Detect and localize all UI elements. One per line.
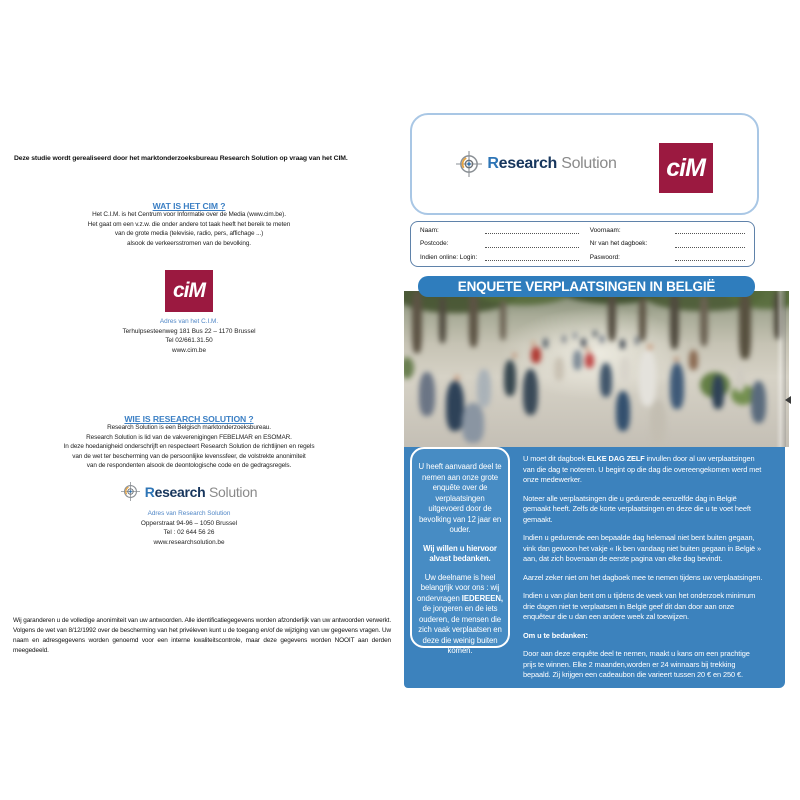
page-curl-notch bbox=[785, 396, 791, 404]
survey-title-banner: ENQUETE VERPLAATSINGEN IN BELGIË bbox=[418, 276, 755, 297]
logo-letter-r: R bbox=[144, 483, 155, 500]
privacy-guarantee-text: Wij garanderen u de volledige anonimiteit van uw antwoorden. Alle identificatiegegevens worden afzonderlijk van uw antwoorden verwerkt. Volgens de wet van 8/12/1992 over de bescherming van het privéleven kunt u de toegang en/of de wijziging van uw gegevens vragen. Uw naam en adresgegevens worden genoemd voor een interne kwaliteitscontrole, maar deze gegevens worden NOOIT aan derden meegedeeld. bbox=[13, 617, 391, 654]
logo-letter-r: R bbox=[487, 155, 499, 172]
rs-address-line: Opperstraat 94-96 – 1050 Brussel bbox=[140, 519, 238, 527]
cim-logo bbox=[165, 270, 213, 312]
study-intro-text: Deze studie wordt gerealiseerd door het marktonderzoeksbureau Research Solution op vraag van het CIM. bbox=[14, 155, 348, 162]
instruction-paragraph: Indien u van plan bent om u tijdens de week van het onderzoek minimum drie dagen niet te verplaatsen in België geef dit dan door aan onze enquêteur die u dan een andere week zal toewijzen. bbox=[523, 591, 756, 622]
field-label-paswoord: Paswoord: bbox=[589, 253, 620, 261]
field-label-naam: Naam: bbox=[420, 227, 439, 234]
partner-logos-box bbox=[410, 113, 759, 215]
cim-body-line: van de grote media (televisie, radio, pers, affichage ...) bbox=[114, 230, 264, 238]
cim-logo-text: ciM bbox=[666, 154, 705, 182]
info-paragraph-bold: Wij willen u hiervoor alvast bedanken. bbox=[423, 543, 497, 564]
info-paragraph: U heeft aanvaard deel te nemen aan onze grote enquête over de verplaatsingen uitgevoerd door de bevolking van 12 jaar en ouder. bbox=[418, 462, 502, 535]
dotted-answer-line bbox=[485, 241, 579, 248]
respondent-form bbox=[410, 221, 755, 267]
rs-body-line: In deze hoedanigheid onderschrijft en respecteert Research Solution de richtlijnen en regels bbox=[63, 443, 315, 451]
cim-address-block bbox=[0, 317, 378, 355]
cim-section-body bbox=[0, 210, 378, 248]
cim-address-label: Adres van het C.I.M. bbox=[159, 318, 219, 325]
field-label-postcode: Postcode: bbox=[420, 240, 449, 248]
cim-logo bbox=[659, 143, 713, 193]
logo-solution: Solution bbox=[561, 155, 617, 172]
crosshair-icon bbox=[456, 151, 482, 177]
dotted-answer-line bbox=[485, 227, 579, 234]
cim-body-line: Het gaat om een v.z.w. die onder andere tot taak heeft het bereik te meten bbox=[87, 220, 291, 228]
field-label-voornaam: Voornaam: bbox=[589, 227, 621, 234]
crosshair-icon bbox=[121, 482, 140, 501]
logo-research-rest: esearch bbox=[498, 155, 558, 172]
reward-heading: Om u te bedanken: bbox=[523, 630, 588, 640]
field-label-login: Indien online: Login: bbox=[420, 253, 478, 261]
dotted-answer-line bbox=[675, 254, 745, 261]
rs-body-line: van de respondenten alsook de deontologische code en de gedragsregels. bbox=[86, 462, 292, 470]
form-row bbox=[420, 254, 745, 261]
thank-you-box bbox=[410, 447, 510, 656]
cim-address-line: Terhulpsesteenweg 181 Bus 22 – 1170 Brussel bbox=[122, 327, 256, 335]
dotted-answer-line bbox=[675, 227, 745, 234]
dotted-answer-line bbox=[675, 241, 745, 248]
instruction-paragraph: U moet dit dagboek ELKE DAG ZELF invullen door al uw verplaatsingen van die dag te noteren. U begint op die dag die overeengekomen werd met onze medewerker. bbox=[523, 454, 762, 485]
dotted-answer-line bbox=[485, 254, 579, 261]
rs-address-label: Adres van Research Solution bbox=[147, 510, 231, 517]
street-crowd-photo bbox=[404, 291, 789, 447]
rs-address-block bbox=[0, 509, 378, 547]
rs-body-line: van de wet ter bescherming van de persoonlijke levenssfeer, de volstrekte anonimiteit bbox=[72, 452, 306, 460]
logo-solution: Solution bbox=[209, 483, 258, 500]
instruction-paragraph: Noteer alle verplaatsingen die u gedurende eenzelfde dag in België gemaakt heeft. Zelfs de korte verplaatsingen en deze die u te voet heeft gemaakt. bbox=[523, 493, 751, 524]
reward-paragraph: Door aan deze enquête deel te nemen, maakt u kans om een prachtige prijs te winnen. Elke 2 maanden,worden er 24 winnaars bij trekking bepaald. Zij krijgen een cadeaubon die varieert tussen 20 € en 250 €. bbox=[523, 649, 750, 680]
diary-instructions bbox=[523, 454, 763, 689]
logo-research-rest: esearch bbox=[154, 483, 206, 500]
rs-body-line: Research Solution is lid van de vakverenigingen FEBELMAR en ESOMAR. bbox=[86, 433, 292, 441]
cim-body-line: alsook de verkeersstromen van de bevolking. bbox=[127, 239, 251, 247]
heading-wat-is-het-cim: WAT IS HET CIM ? bbox=[152, 201, 226, 211]
form-row bbox=[420, 240, 745, 247]
instruction-paragraph: Aarzel zeker niet om het dagboek mee te nemen tijdens uw verplaatsingen. bbox=[523, 572, 763, 582]
field-label-dagboeknummer: Nr van het dagboek: bbox=[589, 240, 648, 248]
rs-body-line: Research Solution is een Belgisch marktonderzoeksbureau. bbox=[107, 424, 271, 431]
instruction-paragraph: Indien u gedurende een bepaalde dag helemaal niet bent buiten gegaan, vink dan gewoon het vakje « Ik ben vandaag niet buiten gegaan in België » aan, dat zich bovenaan de eerste pagina van elke dag bevindt. bbox=[523, 533, 762, 564]
cim-logo-block bbox=[0, 270, 378, 312]
research-solution-logo bbox=[456, 151, 616, 177]
form-row bbox=[420, 227, 745, 234]
heading-wie-is-research-solution: WIE IS RESEARCH SOLUTION ? bbox=[124, 414, 254, 424]
rs-address-line: Tel : 02 644 56 26 bbox=[163, 529, 215, 537]
page-fold-shading bbox=[776, 291, 786, 447]
rs-website-text: www.researchsolution.be bbox=[153, 538, 225, 546]
cim-website-text: www.cim.be bbox=[171, 346, 207, 354]
cim-logo-text: ciM bbox=[172, 279, 205, 302]
cover-artwork bbox=[404, 291, 789, 688]
info-paragraph: Uw deelname is heel belangrijk voor ons : wij ondervragen IEDEREEN, de jongeren en de iets ouderen, de mensen die zich vaak verplaatsen en deze die weinig buiten komen. bbox=[417, 572, 503, 656]
cim-body-line: Het C.I.M. is het Centrum voor Informatie over de Media (www.cim.be). bbox=[92, 211, 286, 218]
cim-address-line: Tel 02/661.31.50 bbox=[165, 337, 213, 345]
research-solution-wordmark bbox=[145, 484, 257, 500]
photo-blur-layer bbox=[404, 291, 789, 447]
research-solution-wordmark bbox=[487, 155, 616, 173]
research-solution-logo bbox=[0, 482, 378, 501]
rs-section-body bbox=[0, 423, 378, 471]
